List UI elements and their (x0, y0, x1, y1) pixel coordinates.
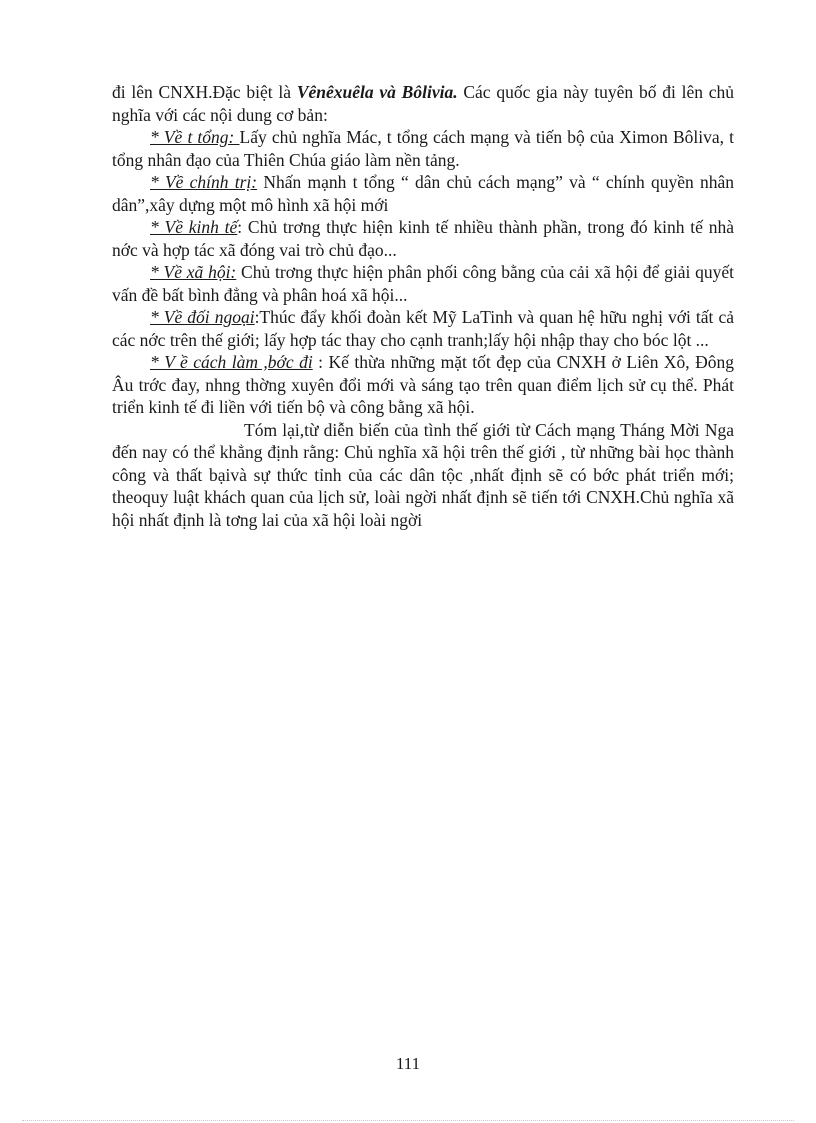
body-foreign-affairs: :Thúc đẩy khối đoàn kết Mỹ LaTinh và quan hệ hữu nghị với tất cả các nớc trên thế giới; lấy hợp tác thay cho cạnh tranh;lấy hội nhập thay cho bóc lột ... (112, 307, 734, 350)
heading-society: * Về xã hội: (150, 262, 237, 282)
paragraph-ideology (112, 126, 734, 171)
body-politics: Nhấn mạnh t tổng “ dân chủ cách mạng” và “ chính quyền nhân dân”,xây dựng một mô hình xã hội mới (112, 172, 734, 215)
body-economy: : Chủ trơng thực hiện kinh tế nhiều thành phần, trong đó kinh tế nhà nớc và hợp tác xã đóng vai trò chủ đạo... (112, 217, 734, 260)
heading-approach: * V ề cách làm ,bớc đi (150, 352, 313, 372)
heading-politics: * Về chính trị: (150, 172, 258, 192)
body-approach: : Kế thừa những mặt tốt đẹp của CNXH ở Liên Xô, Đông Âu trớc đay, nhng thờng xuyên đổi mới và sáng tạo trên quan điểm lịch sử cụ thể. Phát triển kinh tế đi liền với tiến bộ và công bằng xã hội. (112, 352, 734, 417)
paragraph-intro (112, 81, 734, 126)
paragraph-society (112, 261, 734, 306)
page-bottom-divider (22, 1120, 794, 1121)
paragraph-approach (112, 351, 734, 419)
paragraph-foreign-affairs (112, 306, 734, 351)
heading-foreign-affairs: * Về đối ngoại (150, 307, 255, 327)
intro-text-end: Các quốc gia này tuyên bố đi lên chủ nghĩa với các nội dung cơ bản: (112, 82, 734, 125)
body-text (112, 81, 734, 531)
heading-economy: * Về kinh tế (150, 217, 238, 237)
page-number: 111 (395, 1054, 421, 1073)
paragraph-conclusion: Tóm lại,từ diễn biến của tình thế giới từ Cách mạng Tháng Mời Nga đến nay có thể khẳng định rằng: Chủ nghĩa xã hội trên thế giới , từ những bài học thành công và thất bạivà sự thức tỉnh của các dân tộc ,nhất định sẽ có bớc phát triển mới; theoquy luật khách quan của lịch sử, loài ngời nhất định sẽ tiến tới CNXH.Chủ nghĩa xã hội nhất định là tơng lai của xã hội loài ngời (112, 419, 734, 530)
body-society: Chủ trơng thực hiện phân phối công bằng của cải xã hội để giải quyết vấn đề bất bình đẳng và phân hoá xã hội... (112, 262, 734, 305)
paragraph-politics (112, 171, 734, 216)
intro-countries: Vênêxuêla và Bôlivia. (296, 82, 458, 102)
paragraph-economy (112, 216, 734, 261)
intro-text-start: đi lên CNXH.Đặc biệt là (112, 82, 297, 102)
heading-ideology: * Về t tổng: (150, 127, 240, 147)
body-ideology: Lấy chủ nghĩa Mác, t tổng cách mạng và tiến bộ của Ximon Bôliva, t tổng nhân đạo của Thiên Chúa giáo làm nền tảng. (112, 127, 734, 170)
